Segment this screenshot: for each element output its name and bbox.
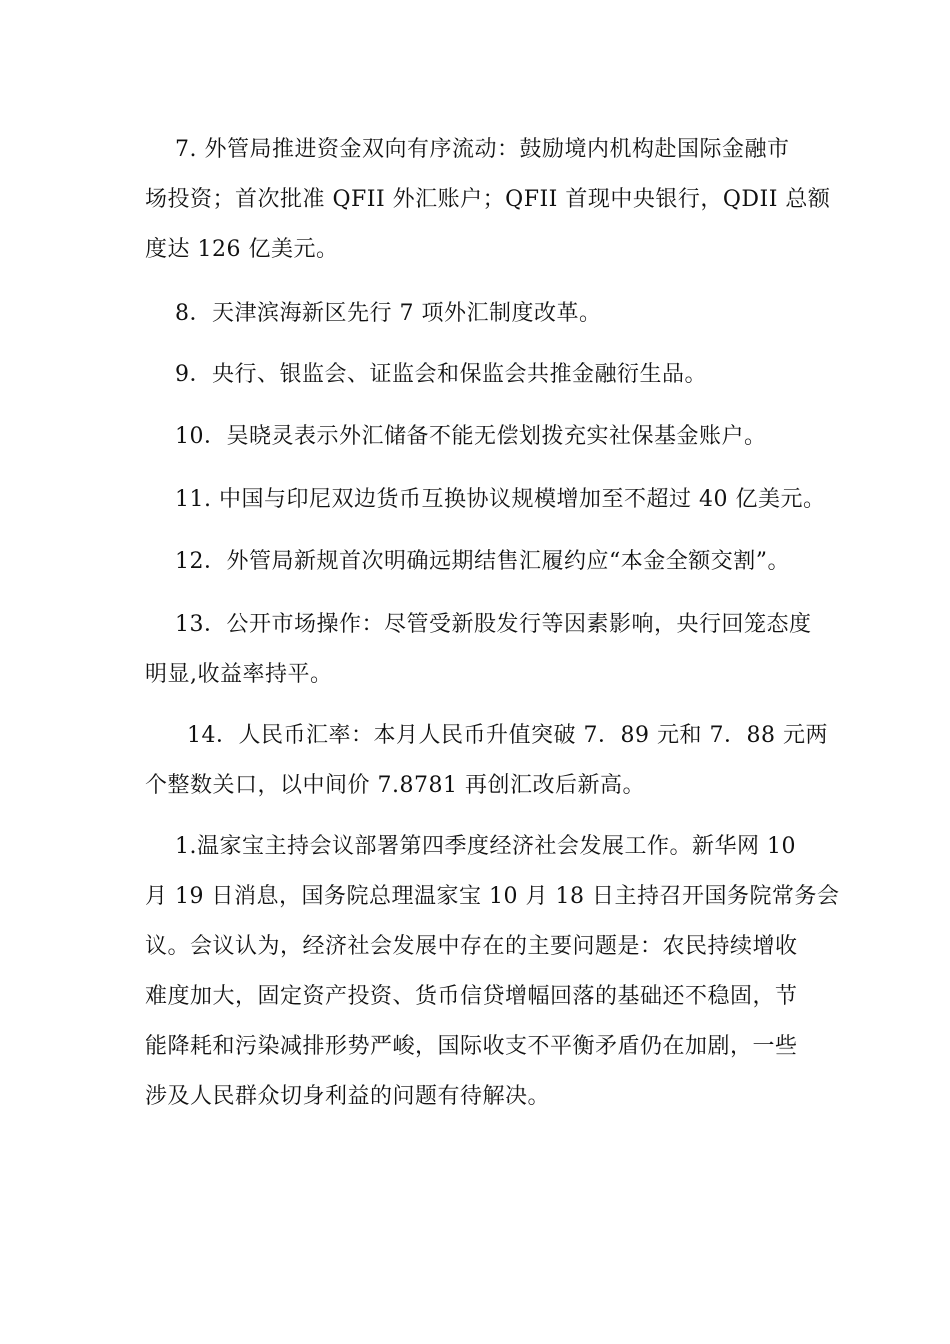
paragraph-line: 8．天津滨海新区先行 7 项外汇制度改革。 <box>175 301 602 326</box>
paragraph-item-9 <box>145 350 810 400</box>
paragraph-line: 12．外管局新规首次明确远期结售汇履约应“本金全额交割”。 <box>175 549 790 574</box>
paragraph-line: 13．公开市场操作：尽管受新股发行等因素影响，央行回笼态度 <box>175 612 812 637</box>
paragraph-line: 10．吴晓灵表示外汇储备不能无偿划拨充实社保基金账户。 <box>175 424 767 449</box>
paragraph-line: 涉及人民群众切身利益的问题有待解决。 <box>145 1084 551 1109</box>
paragraph-item-11 <box>145 475 826 525</box>
paragraph-line: 场投资；首次批准 QFII 外汇账户；QFII 首现中央银行，QDII 总额 <box>145 187 831 212</box>
paragraph-line: 难度加大，固定资产投资、货币信贷增幅回落的基础还不稳固，节 <box>145 984 798 1009</box>
paragraph-line: 月 19 日消息，国务院总理温家宝 10 月 18 日主持召开国务院常务会 <box>145 884 840 909</box>
paragraph-item-10 <box>145 412 810 462</box>
paragraph-line: 度达 126 亿美元。 <box>145 237 339 262</box>
paragraph-item-8 <box>145 289 810 339</box>
paragraph-item-14 <box>145 711 828 811</box>
paragraph-line: 9．央行、银监会、证监会和保监会共推金融衍生品。 <box>175 362 707 387</box>
paragraph-item-1 <box>145 822 840 1122</box>
paragraph-line: 7. 外管局推进资金双向有序流动：鼓励境内机构赴国际金融市 <box>175 137 790 162</box>
paragraph-item-7 <box>145 125 831 275</box>
paragraph-item-12 <box>145 537 810 587</box>
paragraph-line: 1.温家宝主持会议部署第四季度经济社会发展工作。新华网 10 <box>175 834 796 859</box>
paragraph-line: 个整数关口，以中间价 7.8781 再创汇改后新高。 <box>145 773 645 798</box>
paragraph-line: 议。会议认为，经济社会发展中存在的主要问题是：农民持续增收 <box>145 934 798 959</box>
paragraph-item-13 <box>145 600 810 700</box>
paragraph-line: 能降耗和污染减排形势严峻，国际收支不平衡矛盾仍在加剧，一些 <box>145 1034 798 1059</box>
paragraph-line: 14．人民币汇率：本月人民币升值突破 7．89 元和 7．88 元两 <box>187 723 828 748</box>
paragraph-line: 明显,收益率持平。 <box>145 662 333 687</box>
paragraph-line: 11. 中国与印尼双边货币互换协议规模增加至不超过 40 亿美元。 <box>175 487 826 512</box>
